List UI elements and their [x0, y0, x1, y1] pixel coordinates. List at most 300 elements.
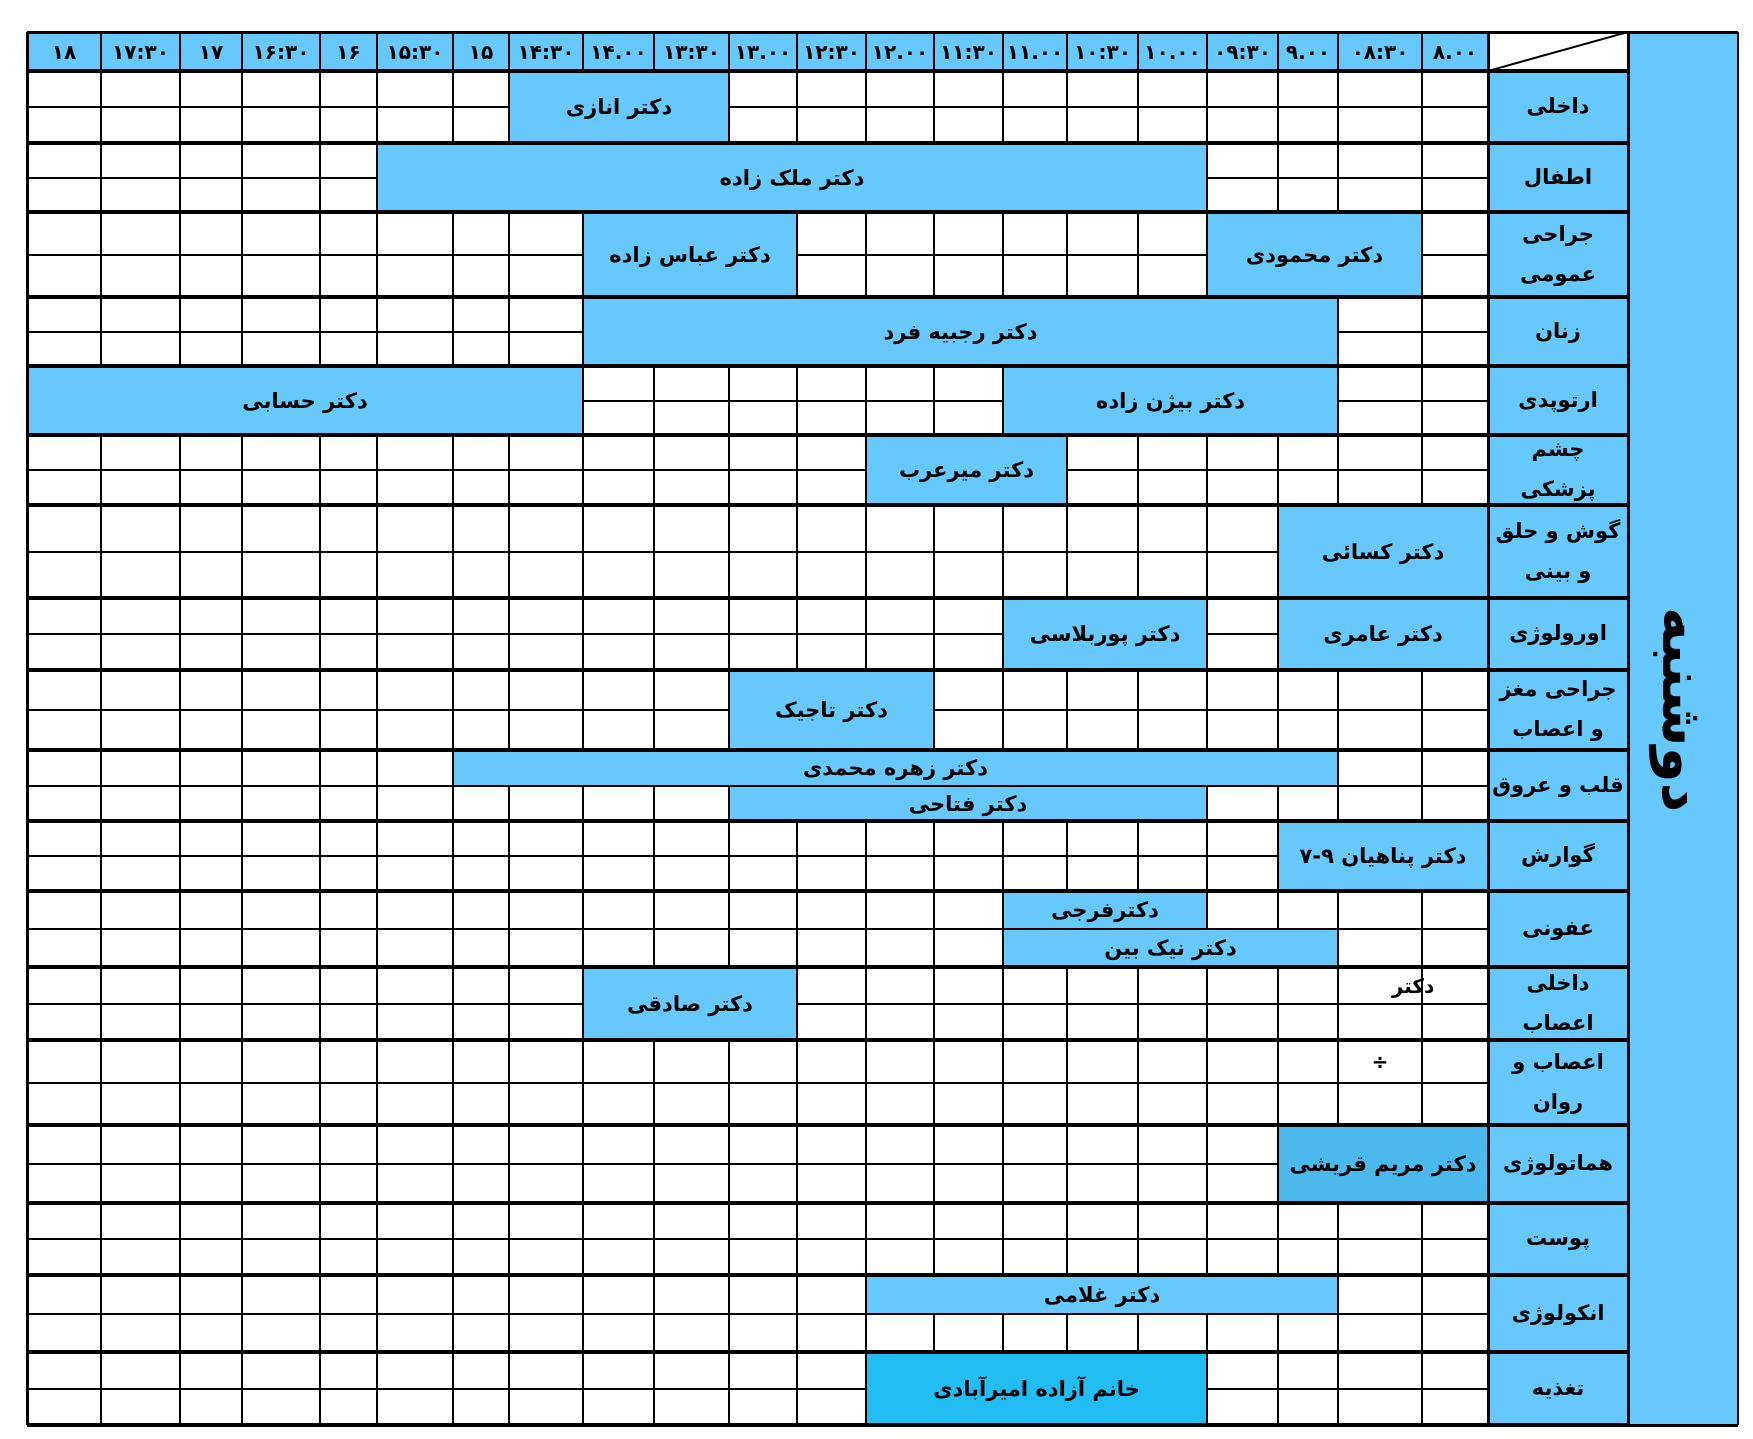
grid-half-hline	[320, 177, 377, 179]
grid-vline	[1002, 212, 1004, 255]
grid-vline	[653, 856, 655, 891]
grid-half-hline	[729, 855, 797, 857]
grid-half-hline	[509, 1163, 583, 1165]
doctor-name: دکتر تاجیک	[775, 698, 888, 722]
doctor-name: دکترفرجی	[1051, 898, 1159, 922]
grid-vline	[508, 710, 510, 750]
grid-vline	[1277, 143, 1279, 178]
grid-vline	[865, 634, 867, 670]
grid-vline	[241, 178, 243, 212]
grid-half-hline	[101, 1238, 180, 1240]
grid-vline	[1277, 967, 1279, 1004]
grid-vline	[100, 856, 102, 891]
grid-vline	[100, 212, 102, 255]
grid-vline	[376, 1040, 378, 1083]
grid-half-hline	[242, 633, 320, 635]
grid-vline	[796, 821, 798, 856]
grid-vline	[865, 598, 867, 634]
grid-half-hline	[453, 1163, 509, 1165]
doctor-name: دکتر زهره محمدی	[803, 756, 988, 780]
grid-vline	[1002, 821, 1004, 856]
grid-vline	[508, 1040, 510, 1083]
grid-vline	[508, 1352, 510, 1389]
grid-half-hline	[1207, 1082, 1278, 1084]
grid-vline	[1066, 821, 1068, 856]
grid-vline	[1277, 891, 1279, 929]
grid-vline	[452, 1352, 454, 1389]
grid-half-hline	[1138, 469, 1207, 471]
grid-vline	[1277, 71, 1279, 107]
grid-vline	[1002, 1164, 1004, 1203]
grid-half-hline	[797, 928, 866, 930]
grid-vline	[241, 710, 243, 750]
grid-half-hline	[377, 1388, 453, 1390]
doctor-name: دکتر مریم قریشی	[1289, 1152, 1477, 1176]
grid-vline	[100, 1125, 102, 1164]
grid-vline	[241, 332, 243, 366]
grid-vline	[933, 366, 935, 401]
grid-half-hline	[242, 254, 320, 256]
grid-vline	[1206, 107, 1208, 143]
grid-vline	[508, 435, 510, 470]
grid-vline	[582, 505, 584, 552]
grid-vline	[728, 1125, 730, 1164]
grid-vline	[865, 107, 867, 143]
grid-vline	[653, 1389, 655, 1425]
grid-vline	[582, 634, 584, 670]
grid-half-hline	[1003, 106, 1067, 108]
dept-name: داخلی اعصاب	[1522, 970, 1594, 1035]
grid-half-hline	[1338, 331, 1422, 333]
grid-vline	[1137, 821, 1139, 856]
grid-half-hline	[1278, 709, 1338, 711]
grid-vline	[796, 1125, 798, 1164]
grid-vline	[1421, 1352, 1423, 1389]
grid-vline	[582, 929, 584, 967]
grid-half-hline	[101, 331, 180, 333]
grid-vline	[1066, 1004, 1068, 1040]
grid-half-hline	[320, 469, 377, 471]
grid-vline	[508, 297, 510, 332]
grid-vline	[728, 634, 730, 670]
time-header-6: ۱۱.۰۰	[1006, 39, 1064, 64]
row-separator	[27, 433, 1628, 437]
grid-half-hline	[654, 1238, 729, 1240]
grid-vline	[796, 1239, 798, 1275]
grid-vline	[241, 598, 243, 634]
grid-vline	[319, 891, 321, 929]
grid-vline	[582, 1083, 584, 1125]
time-header-12: ۱۴.۰۰	[590, 39, 647, 64]
grid-half-hline	[1338, 177, 1422, 179]
grid-half-hline	[866, 106, 934, 108]
grid-vline	[100, 1203, 102, 1239]
grid-half-hline	[1278, 106, 1338, 108]
grid-half-hline	[242, 785, 320, 787]
grid-vline	[1421, 1203, 1423, 1239]
grid-half-hline	[654, 928, 729, 930]
doctor-name: خانم آزاده امیرآبادی	[933, 1376, 1140, 1401]
grid-vline	[1002, 1083, 1004, 1125]
grid-vline	[452, 255, 454, 297]
grid-half-hline	[509, 1313, 583, 1315]
grid-half-hline	[866, 400, 934, 402]
grid-vline	[100, 143, 102, 178]
grid-vline	[179, 710, 181, 750]
grid-vline	[376, 1239, 378, 1275]
grid-vline	[1002, 710, 1004, 750]
grid-vline	[319, 1203, 321, 1239]
grid-vline	[508, 598, 510, 634]
dept-name: گوارش	[1521, 843, 1595, 868]
grid-vline	[728, 1040, 730, 1083]
grid-vline	[376, 891, 378, 929]
grid-vline	[241, 1004, 243, 1040]
grid-half-hline	[1138, 855, 1207, 857]
grid-half-hline	[1138, 1238, 1207, 1240]
stray-text: ÷	[1371, 1049, 1389, 1074]
grid-vline	[1066, 1164, 1068, 1203]
grid-vline	[241, 505, 243, 552]
grid-vline	[728, 1164, 730, 1203]
grid-half-hline	[1422, 254, 1488, 256]
grid-half-hline	[729, 551, 797, 553]
grid-half-hline	[377, 928, 453, 930]
grid-vline	[1206, 1125, 1208, 1164]
grid-half-hline	[583, 1313, 654, 1315]
grid-vline	[179, 1164, 181, 1203]
grid-vline	[933, 598, 935, 634]
grid-vline	[1066, 71, 1068, 107]
grid-vline	[582, 786, 584, 821]
grid-vline	[508, 967, 510, 1004]
grid-half-hline	[797, 1313, 866, 1315]
grid-vline	[1137, 1203, 1139, 1239]
grid-vline	[1421, 891, 1423, 929]
grid-vline	[1421, 1004, 1423, 1040]
grid-vline	[241, 107, 243, 143]
row-separator	[27, 596, 1628, 600]
grid-vline	[933, 1203, 935, 1239]
grid-vline	[1421, 366, 1423, 401]
header-vline	[1002, 32, 1004, 71]
grid-vline	[1421, 1314, 1423, 1352]
grid-vline	[319, 1004, 321, 1040]
grid-vline	[508, 332, 510, 366]
grid-vline	[100, 821, 102, 856]
grid-vline	[376, 967, 378, 1004]
grid-vline	[241, 143, 243, 178]
doctor-name: دکتر بیژن زاده	[1095, 388, 1246, 413]
grid-half-hline	[934, 1238, 1003, 1240]
grid-half-hline	[320, 106, 377, 108]
grid-vline	[796, 1164, 798, 1203]
grid-half-hline	[242, 928, 320, 930]
grid-vline	[1337, 786, 1339, 821]
time-header-19: ۱۷:۳۰	[112, 39, 169, 64]
grid-vline	[1137, 1164, 1139, 1203]
grid-vline	[241, 255, 243, 297]
doctor-name: دکتر ملک زاده	[719, 165, 865, 190]
dept-name: جراحی عمومی	[1520, 221, 1596, 286]
grid-vline	[1206, 670, 1208, 710]
grid-half-hline	[509, 254, 583, 256]
grid-half-hline	[242, 855, 320, 857]
grid-vline	[376, 929, 378, 967]
grid-half-hline	[242, 469, 320, 471]
grid-vline	[376, 297, 378, 332]
grid-half-hline	[377, 1313, 453, 1315]
grid-half-hline	[27, 469, 101, 471]
grid-vline	[582, 470, 584, 505]
grid-half-hline	[1207, 106, 1278, 108]
day-label: دوشنبه	[1649, 607, 1717, 813]
grid-vline	[1277, 710, 1279, 750]
grid-half-hline	[866, 551, 934, 553]
grid-vline	[1206, 470, 1208, 505]
grid-vline	[100, 505, 102, 552]
grid-vline	[179, 634, 181, 670]
grid-vline	[452, 967, 454, 1004]
grid-vline	[1206, 1164, 1208, 1203]
grid-vline	[100, 107, 102, 143]
grid-half-hline	[509, 1388, 583, 1390]
grid-vline	[653, 1125, 655, 1164]
doctor-name: دکتر صادقی	[627, 991, 753, 1016]
grid-vline	[376, 1314, 378, 1352]
grid-half-hline	[242, 1388, 320, 1390]
grid-vline	[241, 71, 243, 107]
grid-vline	[376, 670, 378, 710]
grid-vline	[582, 1040, 584, 1083]
grid-half-hline	[453, 254, 509, 256]
grid-half-hline	[320, 633, 377, 635]
grid-half-hline	[583, 400, 654, 402]
grid-vline	[241, 212, 243, 255]
grid-vline	[179, 1125, 181, 1164]
grid-vline	[100, 1239, 102, 1275]
grid-half-hline	[27, 633, 101, 635]
grid-vline	[319, 107, 321, 143]
grid-vline	[100, 1040, 102, 1083]
grid-vline	[1002, 255, 1004, 297]
grid-vline	[582, 552, 584, 598]
grid-vline	[241, 929, 243, 967]
grid-vline	[452, 1004, 454, 1040]
grid-vline	[452, 212, 454, 255]
grid-vline	[1137, 470, 1139, 505]
grid-vline	[1337, 710, 1339, 750]
grid-vline	[100, 552, 102, 598]
grid-vline	[452, 929, 454, 967]
dept-name: اورولوژی	[1509, 621, 1607, 646]
grid-vline	[508, 505, 510, 552]
grid-vline	[179, 1389, 181, 1425]
grid-vline	[582, 598, 584, 634]
grid-vline	[796, 552, 798, 598]
grid-half-hline	[453, 1388, 509, 1390]
grid-half-hline	[180, 1313, 242, 1315]
grid-half-hline	[27, 1003, 101, 1005]
grid-vline	[1066, 1083, 1068, 1125]
grid-vline	[1137, 505, 1139, 552]
grid-half-hline	[1067, 1003, 1138, 1005]
grid-half-hline	[453, 551, 509, 553]
grid-vline	[1066, 1040, 1068, 1083]
doctor-name: دکتر رجبیه فرد	[883, 319, 1038, 344]
grid-half-hline	[934, 1082, 1003, 1084]
grid-vline	[1002, 1004, 1004, 1040]
grid-vline	[582, 710, 584, 750]
grid-vline	[1337, 1352, 1339, 1389]
row-separator	[27, 295, 1628, 299]
grid-vline	[241, 1040, 243, 1083]
day-bottom-border	[1628, 1424, 1738, 1427]
grid-vline	[179, 967, 181, 1004]
grid-half-hline	[1422, 1388, 1488, 1390]
grid-vline	[1002, 967, 1004, 1004]
grid-vline	[179, 552, 181, 598]
grid-vline	[653, 366, 655, 401]
grid-vline	[1277, 470, 1279, 505]
grid-vline	[728, 1203, 730, 1239]
grid-vline	[179, 1004, 181, 1040]
grid-half-hline	[320, 1388, 377, 1390]
grid-vline	[1137, 670, 1139, 710]
grid-vline	[319, 967, 321, 1004]
grid-vline	[508, 1164, 510, 1203]
grid-vline	[319, 821, 321, 856]
grid-vline	[241, 634, 243, 670]
grid-vline	[319, 710, 321, 750]
grid-vline	[865, 929, 867, 967]
grid-vline	[1206, 1040, 1208, 1083]
grid-vline	[582, 1164, 584, 1203]
grid-vline	[1206, 1203, 1208, 1239]
grid-vline	[1137, 107, 1139, 143]
grid-vline	[376, 1203, 378, 1239]
grid-vline	[100, 255, 102, 297]
grid-half-hline	[866, 855, 934, 857]
grid-half-hline	[583, 855, 654, 857]
grid-vline	[376, 1125, 378, 1164]
grid-vline	[100, 1083, 102, 1125]
header-vline	[796, 32, 798, 71]
grid-half-hline	[1207, 855, 1278, 857]
grid-vline	[1137, 1239, 1139, 1275]
grid-vline	[100, 891, 102, 929]
row-separator	[27, 748, 1628, 752]
grid-half-hline	[180, 709, 242, 711]
grid-half-hline	[1422, 331, 1488, 333]
grid-vline	[376, 1389, 378, 1425]
grid-vline	[376, 107, 378, 143]
grid-half-hline	[180, 177, 242, 179]
grid-vline	[796, 470, 798, 505]
time-header-0: ۸.۰۰	[1432, 39, 1478, 64]
grid-vline	[1337, 1203, 1339, 1239]
header-vline	[1421, 32, 1423, 71]
grid-vline	[728, 1389, 730, 1425]
grid-half-hline	[934, 254, 1003, 256]
grid-vline	[1337, 891, 1339, 929]
header-diagonal	[1488, 32, 1628, 71]
grid-half-hline	[242, 551, 320, 553]
grid-vline	[728, 366, 730, 401]
grid-half-hline	[866, 254, 934, 256]
grid-vline	[796, 1203, 798, 1239]
grid-vline	[933, 401, 935, 435]
grid-vline	[452, 786, 454, 821]
grid-vline	[1421, 1389, 1423, 1425]
grid-vline	[241, 552, 243, 598]
header-vline	[376, 32, 378, 71]
grid-vline	[865, 856, 867, 891]
grid-half-hline	[101, 254, 180, 256]
table-outer-vline	[1627, 32, 1630, 1425]
grid-half-hline	[27, 106, 101, 108]
grid-half-hline	[1278, 1082, 1338, 1084]
grid-vline	[179, 598, 181, 634]
grid-vline	[319, 505, 321, 552]
grid-vline	[1206, 505, 1208, 552]
grid-half-hline	[180, 1388, 242, 1390]
grid-half-hline	[377, 106, 453, 108]
grid-half-hline	[583, 469, 654, 471]
grid-half-hline	[377, 855, 453, 857]
grid-vline	[865, 71, 867, 107]
grid-vline	[933, 1125, 935, 1164]
grid-vline	[1337, 1004, 1339, 1040]
grid-vline	[582, 891, 584, 929]
time-header-10: ۱۳.۰۰	[734, 39, 792, 64]
grid-vline	[508, 552, 510, 598]
grid-vline	[1277, 435, 1279, 470]
grid-half-hline	[654, 400, 729, 402]
doctor-name: دکتر انازی	[565, 95, 673, 119]
grid-half-hline	[1207, 1238, 1278, 1240]
grid-vline	[1066, 505, 1068, 552]
grid-half-hline	[1422, 469, 1488, 471]
grid-half-hline	[27, 709, 101, 711]
grid-half-hline	[1338, 1313, 1422, 1315]
doctor-name: دکتر عباس زاده	[609, 242, 771, 267]
row-separator	[27, 364, 1628, 368]
grid-vline	[1277, 1083, 1279, 1125]
grid-vline	[933, 891, 935, 929]
grid-half-hline	[242, 709, 320, 711]
grid-vline	[1421, 1083, 1423, 1125]
grid-half-hline	[101, 551, 180, 553]
grid-half-hline	[320, 331, 377, 333]
grid-half-hline	[934, 400, 1003, 402]
grid-half-hline	[654, 1313, 729, 1315]
grid-vline	[508, 891, 510, 929]
grid-vline	[1002, 1040, 1004, 1083]
grid-vline	[1277, 786, 1279, 821]
grid-vline	[933, 212, 935, 255]
grid-vline	[865, 1314, 867, 1352]
grid-vline	[508, 856, 510, 891]
grid-half-hline	[101, 1163, 180, 1165]
header-vline	[508, 32, 510, 71]
time-header-14: ۱۵	[468, 39, 494, 64]
grid-half-hline	[27, 1082, 101, 1084]
grid-vline	[796, 1275, 798, 1314]
grid-half-hline	[101, 469, 180, 471]
grid-half-hline	[1003, 1238, 1067, 1240]
grid-vline	[653, 470, 655, 505]
